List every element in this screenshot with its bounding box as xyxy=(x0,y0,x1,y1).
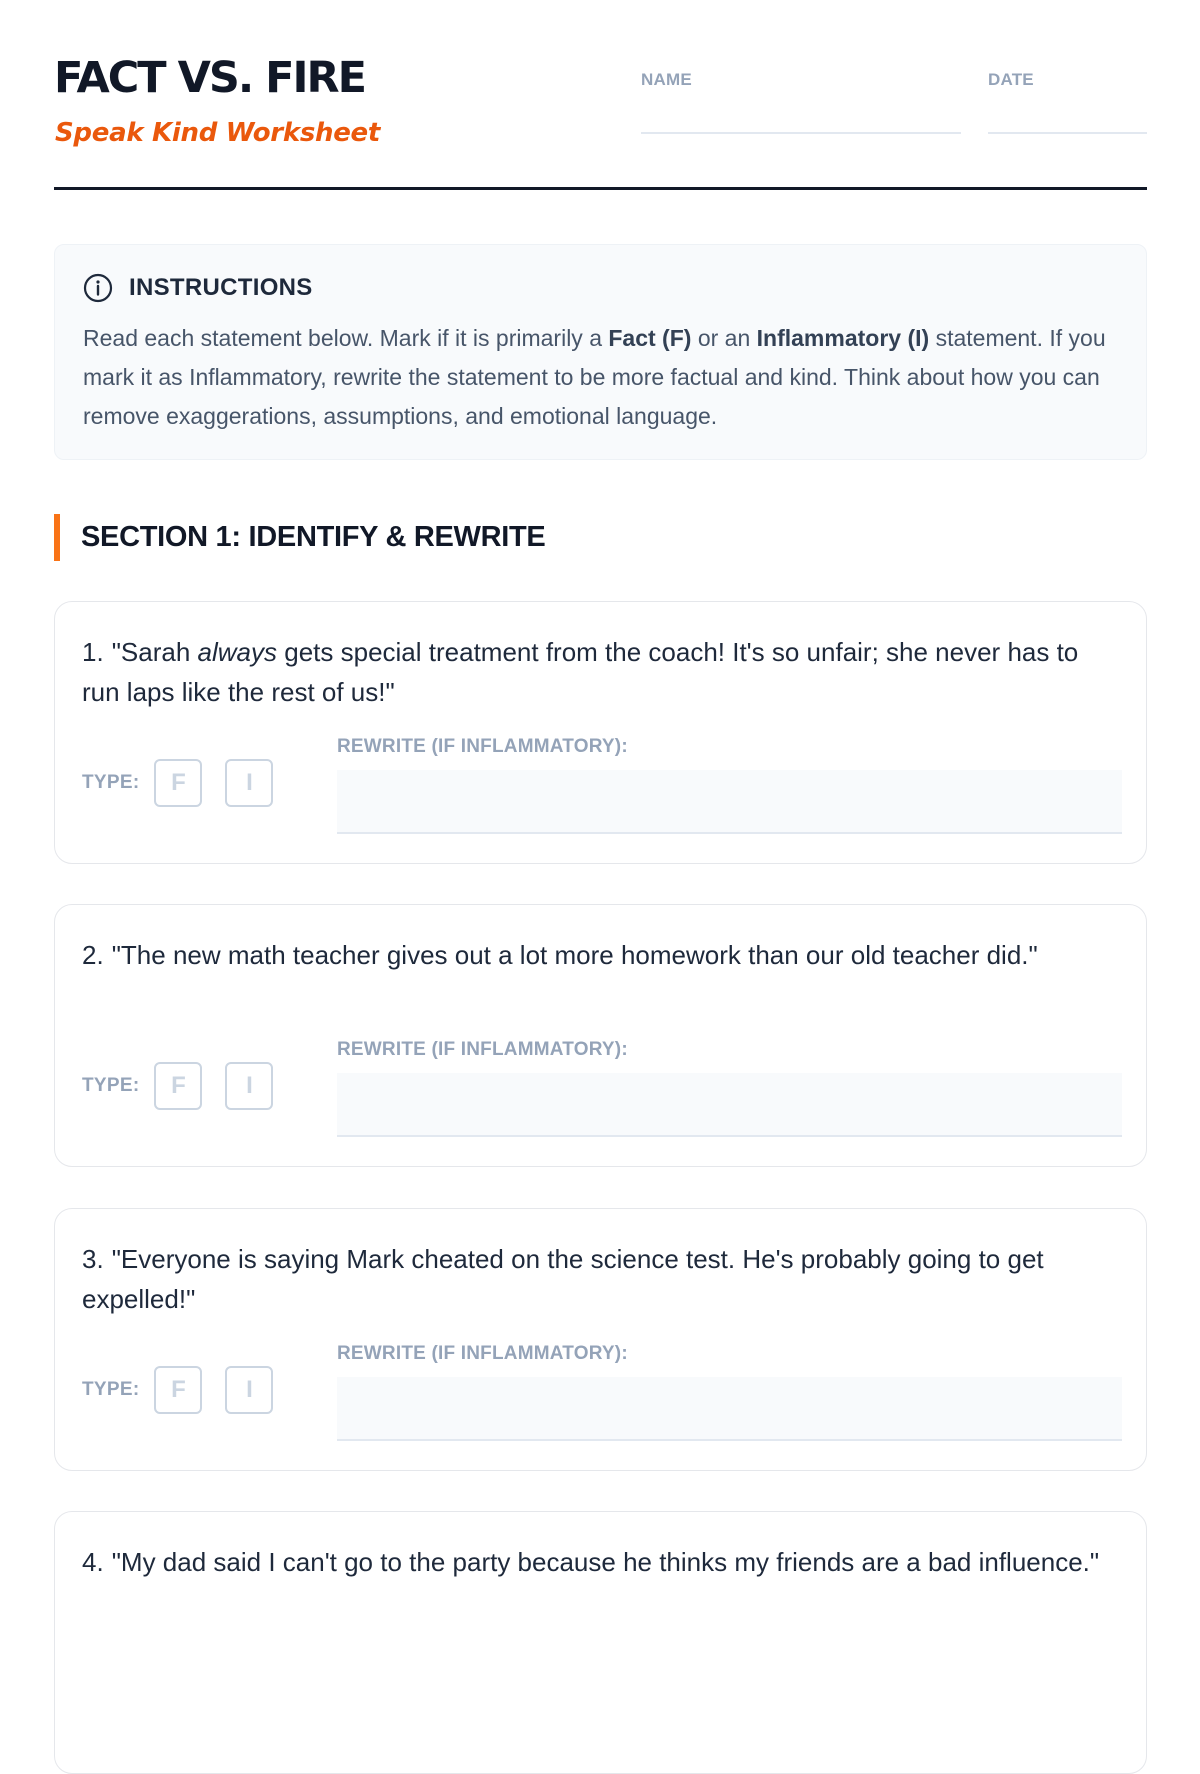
name-field[interactable] xyxy=(641,70,961,134)
worksheet-title: FACT VS. FIRE xyxy=(54,53,365,103)
fact-checkbox[interactable]: F xyxy=(154,1366,202,1414)
type-label: TYPE: xyxy=(82,1379,140,1400)
rewrite-area xyxy=(337,736,1122,834)
question-text: 4. "My dad said I can't go to the party because he thinks my friends are a bad influence." xyxy=(82,1547,1100,1577)
question-card xyxy=(54,1511,1147,1774)
question-number: 1. xyxy=(82,637,104,667)
rewrite-label: REWRITE (IF INFLAMMATORY): xyxy=(337,1343,628,1364)
rewrite-input[interactable] xyxy=(337,1073,1122,1137)
fact-checkbox[interactable]: F xyxy=(154,1062,202,1110)
worksheet-header xyxy=(54,0,1147,190)
info-circle-icon xyxy=(83,273,113,303)
type-selector xyxy=(82,1062,296,1110)
question-text: 1. "Sarah always gets special treatment from the coach! It's so unfair; she never has to run laps like the rest of us!" xyxy=(82,637,1079,707)
rewrite-input[interactable] xyxy=(337,1377,1122,1441)
type-label: TYPE: xyxy=(82,772,140,793)
inflammatory-term: Inflammatory (I) xyxy=(756,325,930,351)
rewrite-input[interactable] xyxy=(337,770,1122,834)
question-number: 4. xyxy=(82,1547,104,1577)
instructions-heading xyxy=(83,271,1118,305)
rewrite-label: REWRITE (IF INFLAMMATORY): xyxy=(337,736,628,757)
question-card xyxy=(54,904,1147,1167)
instructions-text: Read each statement below. Mark if it is primarily a Fact (F) or an Inflammatory (I) statement. If you mark it as Inflammatory, rewrite the statement to be more factual and kind. Think about how you can remove exaggerations, assumptions, and emotional language. xyxy=(83,325,1106,429)
question-card xyxy=(54,601,1147,864)
date-field-label: DATE xyxy=(988,70,1034,89)
section-title: SECTION 1: IDENTIFY & REWRITE xyxy=(54,514,545,561)
question-card xyxy=(54,1208,1147,1471)
date-field[interactable] xyxy=(988,70,1147,134)
name-field-line[interactable] xyxy=(641,132,961,134)
question-number: 2. xyxy=(82,940,104,970)
inflammatory-checkbox[interactable]: I xyxy=(225,759,273,807)
date-field-line[interactable] xyxy=(988,132,1147,134)
worksheet-subtitle: Speak Kind Worksheet xyxy=(55,118,381,148)
inflammatory-checkbox[interactable]: I xyxy=(225,1366,273,1414)
question-text: 2. "The new math teacher gives out a lot more homework than our old teacher did." xyxy=(82,940,1038,970)
instructions-title: INSTRUCTIONS xyxy=(129,274,313,301)
rewrite-area xyxy=(337,1039,1122,1137)
type-selector xyxy=(82,1366,296,1414)
name-field-label: NAME xyxy=(641,70,692,89)
question-number: 3. xyxy=(82,1244,104,1274)
rewrite-area xyxy=(337,1343,1122,1441)
fact-term: Fact (F) xyxy=(608,325,692,351)
emphasis-word: always xyxy=(197,637,278,667)
instructions-box xyxy=(54,244,1147,460)
inflammatory-checkbox[interactable]: I xyxy=(225,1062,273,1110)
worksheet-page xyxy=(54,0,1147,1577)
rewrite-label: REWRITE (IF INFLAMMATORY): xyxy=(337,1039,628,1060)
fact-checkbox[interactable]: F xyxy=(154,759,202,807)
type-selector xyxy=(82,759,296,807)
type-label: TYPE: xyxy=(82,1075,140,1096)
question-text: 3. "Everyone is saying Mark cheated on the science test. He's probably going to get expelled!" xyxy=(82,1244,1044,1314)
